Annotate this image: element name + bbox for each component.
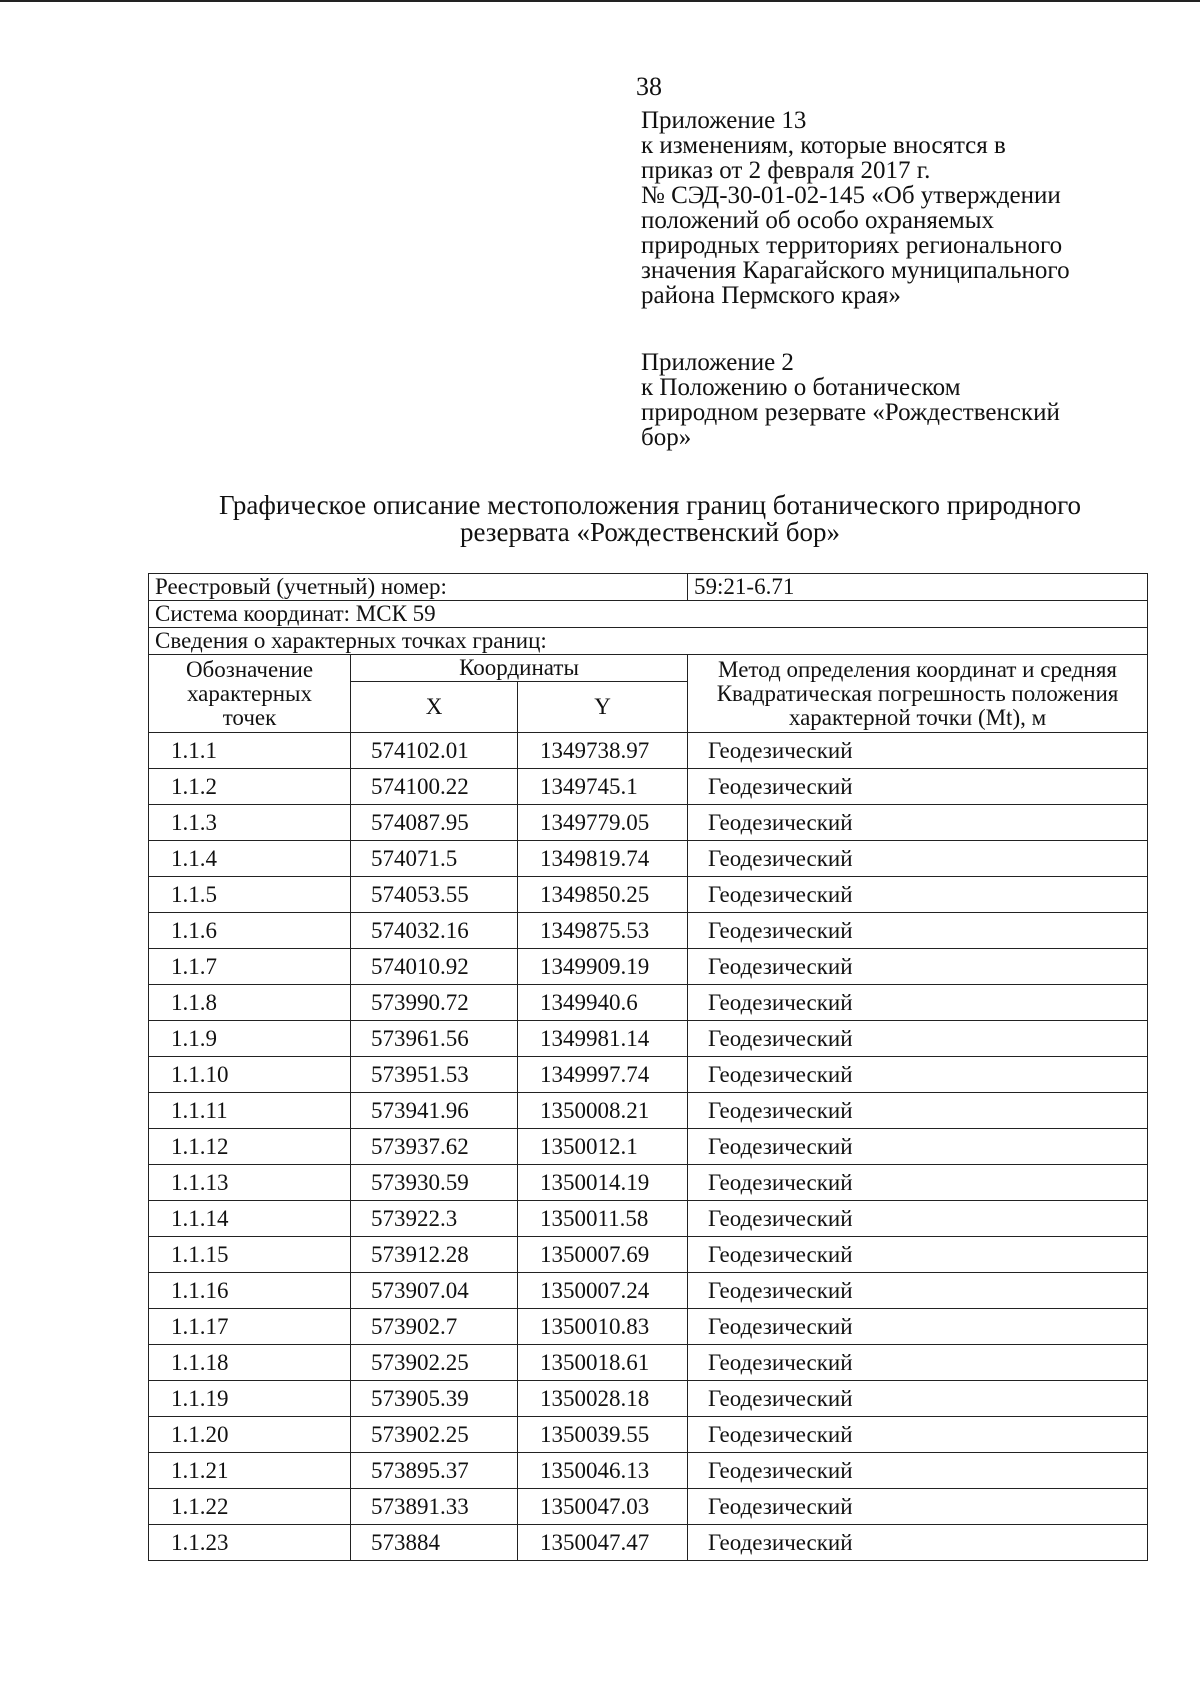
method-cell: Геодезический: [688, 1309, 1148, 1345]
method-cell: Геодезический: [688, 877, 1148, 913]
document-title-line: резервата «Рождественский бор»: [459, 517, 841, 547]
annex-13-line: № СЭД-30-01-02-145 «Об утверждении: [641, 182, 1061, 209]
annex-2-line: бор»: [641, 424, 692, 451]
point-cell: 1.1.8: [149, 985, 351, 1021]
x-cell: 573902.7: [351, 1309, 518, 1345]
header-x: X: [351, 682, 518, 733]
point-cell: 1.1.19: [149, 1381, 351, 1417]
point-cell: 1.1.2: [149, 769, 351, 805]
table-row: [149, 1021, 1148, 1057]
header-y: Y: [518, 682, 688, 733]
document-title: [60, 492, 1200, 546]
x-cell: 573905.39: [351, 1381, 518, 1417]
y-cell: 1349981.14: [518, 1021, 688, 1057]
method-cell: Геодезический: [688, 1201, 1148, 1237]
registry-value: 59:21-6.71: [688, 574, 1148, 601]
table-row: [149, 1381, 1148, 1417]
method-cell: Геодезический: [688, 1021, 1148, 1057]
annex-2-line: Приложение 2: [641, 349, 794, 376]
table-row: [149, 805, 1148, 841]
annex-13-line: приказ от 2 февраля 2017 г.: [641, 157, 931, 184]
x-cell: 574071.5: [351, 841, 518, 877]
method-cell: Геодезический: [688, 805, 1148, 841]
table-row: [149, 1273, 1148, 1309]
method-cell: Геодезический: [688, 1525, 1148, 1561]
y-cell: 1350007.24: [518, 1273, 688, 1309]
registry-label: Реестровый (учетный) номер:: [149, 574, 688, 601]
point-cell: 1.1.16: [149, 1273, 351, 1309]
point-cell: 1.1.6: [149, 913, 351, 949]
x-cell: 573930.59: [351, 1165, 518, 1201]
x-cell: 574100.22: [351, 769, 518, 805]
point-cell: 1.1.12: [149, 1129, 351, 1165]
table-row: [149, 733, 1148, 769]
header-point-line: характерных: [186, 680, 312, 706]
point-cell: 1.1.13: [149, 1165, 351, 1201]
x-cell: 573907.04: [351, 1273, 518, 1309]
header-point-line: точек: [222, 704, 277, 730]
point-cell: 1.1.22: [149, 1489, 351, 1525]
table-row: [149, 913, 1148, 949]
method-cell: Геодезический: [688, 1417, 1148, 1453]
y-cell: 1349875.53: [518, 913, 688, 949]
x-cell: 573902.25: [351, 1345, 518, 1381]
annex-2-line: к Положению о ботаническом: [641, 374, 961, 401]
y-cell: 1350046.13: [518, 1453, 688, 1489]
table-row: [149, 1525, 1148, 1561]
method-cell: Геодезический: [688, 733, 1148, 769]
y-cell: 1349850.25: [518, 877, 688, 913]
method-cell: Геодезический: [688, 1345, 1148, 1381]
annex-13-line: к изменениям, которые вносятся в: [641, 132, 1006, 159]
x-cell: 573937.62: [351, 1129, 518, 1165]
table-row: [149, 1489, 1148, 1525]
table-row: [149, 1093, 1148, 1129]
table-row: [149, 1345, 1148, 1381]
table-row: [149, 1165, 1148, 1201]
annex-2-line: природном резервате «Рождественский: [641, 399, 1060, 426]
method-cell: Геодезический: [688, 1129, 1148, 1165]
page-top-border: [0, 0, 1200, 2]
point-cell: 1.1.14: [149, 1201, 351, 1237]
annex-13-line: района Пермского края»: [641, 282, 901, 309]
header-method-line: характерной точки (Mt), м: [788, 704, 1047, 730]
table-row: [149, 1237, 1148, 1273]
x-cell: 573951.53: [351, 1057, 518, 1093]
y-cell: 1350010.83: [518, 1309, 688, 1345]
method-cell: Геодезический: [688, 913, 1148, 949]
y-cell: 1350007.69: [518, 1237, 688, 1273]
header-method: [688, 655, 1148, 733]
annex-13-line: значения Карагайского муниципального: [641, 257, 1070, 284]
method-cell: Геодезический: [688, 1273, 1148, 1309]
method-cell: Геодезический: [688, 1489, 1148, 1525]
point-cell: 1.1.7: [149, 949, 351, 985]
point-cell: 1.1.3: [149, 805, 351, 841]
point-cell: 1.1.18: [149, 1345, 351, 1381]
x-cell: 573990.72: [351, 985, 518, 1021]
page-number: 38: [636, 72, 662, 101]
method-cell: Геодезический: [688, 949, 1148, 985]
annex-13-line: положений об особо охраняемых: [641, 207, 995, 234]
annex-13-line: Приложение 13: [641, 107, 807, 134]
x-cell: 574087.95: [351, 805, 518, 841]
method-cell: Геодезический: [688, 985, 1148, 1021]
y-cell: 1350018.61: [518, 1345, 688, 1381]
table-row: [149, 1417, 1148, 1453]
y-cell: 1349909.19: [518, 949, 688, 985]
y-cell: 1350011.58: [518, 1201, 688, 1237]
table-row: [149, 1057, 1148, 1093]
point-cell: 1.1.11: [149, 1093, 351, 1129]
points-info: Сведения о характерных точках границ:: [149, 628, 1148, 655]
x-cell: 574010.92: [351, 949, 518, 985]
y-cell: 1350047.03: [518, 1489, 688, 1525]
table-row: [149, 949, 1148, 985]
x-cell: 574032.16: [351, 913, 518, 949]
table-row: [149, 1309, 1148, 1345]
x-cell: 573902.25: [351, 1417, 518, 1453]
annex-2-block: [641, 350, 1060, 450]
table-row: [149, 877, 1148, 913]
y-cell: 1350008.21: [518, 1093, 688, 1129]
point-cell: 1.1.23: [149, 1525, 351, 1561]
point-cell: 1.1.1: [149, 733, 351, 769]
method-cell: Геодезический: [688, 1237, 1148, 1273]
header-coordinates: Координаты: [351, 655, 688, 682]
document-title-line: Графическое описание местоположения границ ботанического природного: [219, 490, 1081, 520]
header-method-line: Метод определения координат и средняя: [718, 656, 1117, 682]
table-row: [149, 1129, 1148, 1165]
point-cell: 1.1.10: [149, 1057, 351, 1093]
annex-13-line: природных территориях регионального: [641, 232, 1063, 259]
registry-row: [149, 574, 1148, 601]
coordinates-table: [148, 573, 1148, 1561]
x-cell: 573912.28: [351, 1237, 518, 1273]
table-row: [149, 1453, 1148, 1489]
point-cell: 1.1.9: [149, 1021, 351, 1057]
point-cell: 1.1.21: [149, 1453, 351, 1489]
point-cell: 1.1.15: [149, 1237, 351, 1273]
table-row: [149, 985, 1148, 1021]
coord-system-row: [149, 601, 1148, 628]
method-cell: Геодезический: [688, 1381, 1148, 1417]
point-cell: 1.1.17: [149, 1309, 351, 1345]
x-cell: 573891.33: [351, 1489, 518, 1525]
header-point: [149, 655, 351, 733]
points-info-row: [149, 628, 1148, 655]
annex-13-block: [641, 108, 1070, 308]
method-cell: Геодезический: [688, 1057, 1148, 1093]
table-row: [149, 769, 1148, 805]
method-cell: Геодезический: [688, 1453, 1148, 1489]
point-cell: 1.1.5: [149, 877, 351, 913]
x-cell: 573941.96: [351, 1093, 518, 1129]
header-row: [149, 655, 1148, 682]
y-cell: 1350012.1: [518, 1129, 688, 1165]
x-cell: 574053.55: [351, 877, 518, 913]
x-cell: 574102.01: [351, 733, 518, 769]
x-cell: 573884: [351, 1525, 518, 1561]
x-cell: 573922.3: [351, 1201, 518, 1237]
method-cell: Геодезический: [688, 1165, 1148, 1201]
y-cell: 1349997.74: [518, 1057, 688, 1093]
coord-system: Система координат: МСК 59: [149, 601, 1148, 628]
y-cell: 1349745.1: [518, 769, 688, 805]
table-row: [149, 841, 1148, 877]
y-cell: 1349738.97: [518, 733, 688, 769]
header-point-line: Обозначение: [185, 656, 314, 682]
x-cell: 573895.37: [351, 1453, 518, 1489]
y-cell: 1350047.47: [518, 1525, 688, 1561]
method-cell: Геодезический: [688, 769, 1148, 805]
y-cell: 1349779.05: [518, 805, 688, 841]
point-cell: 1.1.20: [149, 1417, 351, 1453]
y-cell: 1350039.55: [518, 1417, 688, 1453]
table-row: [149, 1201, 1148, 1237]
y-cell: 1350028.18: [518, 1381, 688, 1417]
y-cell: 1349819.74: [518, 841, 688, 877]
point-cell: 1.1.4: [149, 841, 351, 877]
method-cell: Геодезический: [688, 1093, 1148, 1129]
y-cell: 1349940.6: [518, 985, 688, 1021]
method-cell: Геодезический: [688, 841, 1148, 877]
header-method-line: Квадратическая погрешность положения: [716, 680, 1119, 706]
y-cell: 1350014.19: [518, 1165, 688, 1201]
x-cell: 573961.56: [351, 1021, 518, 1057]
